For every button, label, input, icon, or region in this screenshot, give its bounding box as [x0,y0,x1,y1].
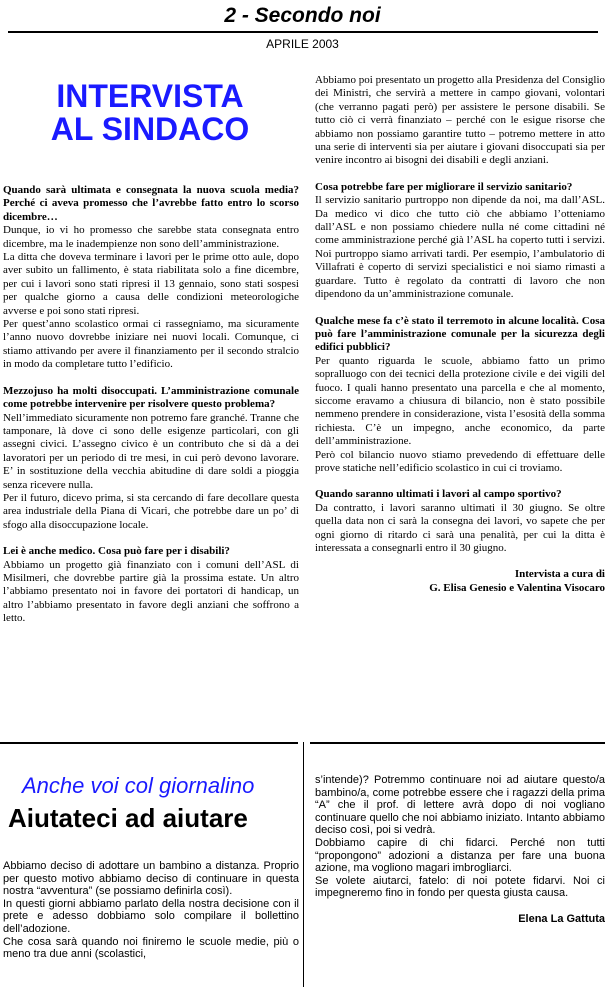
column-divider [303,742,304,987]
paragraph-spacer [3,532,299,545]
interview-title-line2: AL SINDACO [50,111,250,147]
article-paragraph: Da contratto, i lavori saranno ultimati il 30 giugno. Se oltre quella data non ci sarà la consegna dei lavori, vo sapete che per ogni giorno di ritardo ci sarà una penalità, per cui la ditta è interessata a consegnarli entro il 30 giugno. [315,501,605,554]
article-paragraph: Abbiamo un progetto già finanziato con i comuni dell’ASL di Misilmeri, che dovrebbe partire già la prossima estate. Un altro l’abbiamo presentato noi in favore dei portatori di handicap, un altro l’abbiamo presentato in favore degli anziani che soffrono a letto. [3,558,299,625]
article-paragraph: Se volete aiutarci, fatelo: di noi potete fidarvi. Noi ci impegneremo fino in fondo per questa giusta causa. [315,874,605,900]
article-paragraph: Abbiamo poi presentato un progetto alla Presidenza del Consiglio dei Ministri, che servirà a mettere in campo giovani, volontari (che verranno pagati però) per assistere le persone disabili. Se tutto ciò ci verrà finanziato – perché con le esigue risorse che abbiamo non possiamo garantire tutto – potremo mettere in atto una serie di interventi sia per aiutare i giovani disoccupati sia per venire incontro ai bisogni dei disabili e degli anziani. [315,74,605,167]
interview-question: Qualche mese fa c’è stato il terremoto in alcune località. Cosa può fare l’amministrazione comunale per la sicurezza degli edifici pubblici? [315,314,605,354]
article-signoff: Elena La Gattuta [518,912,605,925]
article-paragraph: Per quanto riguarda le scuole, abbiamo fatto un primo sopralluogo con dei tecnici della protezione civile e dei vigili del fuoco. I quali hanno presentato una parcella e che al momento, siccome eravamo a chiusura di bilancio, non è stato possibile nemmeno prendere in considerazione, vista l’esosità della somma richiesta. C’è un impegno, anche economico, da parte dell’amministrazione. [315,354,605,448]
interview-column-2 [315,74,605,595]
giornalino-column-1 [3,860,299,961]
interview-question: Mezzojuso ha molti disoccupati. L’amministrazione comunale come potrebbe intervenire per risolvere questo problema? [3,384,299,411]
page-header-title: 2 - Secondo noi [224,4,381,27]
article-paragraph: In questi giorni abbiamo parlato della nostra decisione con il prete e adesso dobbiamo solo compilare il bollettino dell’adozione. [3,897,299,935]
page-header-date: APRILE 2003 [266,37,339,51]
paragraph-spacer [315,168,605,181]
giornalino-title-line1: Anche voi col giornalino [22,773,255,798]
article-paragraph: Che cosa sarà quando noi finiremo le scuole medie, più o meno tra due anni (scolastici, [3,935,299,961]
interview-question: Lei è anche medico. Cosa può fare per i disabili? [3,545,230,558]
interview-question: Cosa potrebbe fare per migliorare il servizio sanitario? [315,180,573,193]
paragraph-spacer [315,475,605,488]
article-paragraph: Abbiamo deciso di adottare un bambino a distanza. Proprio per questo motivo abbiamo deciso di continuare in questa nostra “avventura” (se possiamo definirla così). [3,860,299,898]
paragraph-spacer [315,302,605,315]
article-paragraph: Il servizio sanitario purtroppo non dipende da noi, ma dall’ASL. Da medico vi dico che tutto ciò che abbiamo l’otteniamo dall’ASL e non possiamo chiedere nulla né come cittadini né come amministrazione perché già l’ASL ha coperto tutti i servizi. Noi purtroppo siamo arrivati tardi. Per esempio, l’ambulatorio di Villafrati è coperto di servizi specialistici e noi siamo rimasti a guardare. Tutto è regolato da contratti di lavoro che non dipendono da un’amministrazione comunale. [315,194,605,301]
paragraph-spacer [3,372,299,385]
article-paragraph: La ditta che doveva terminare i lavori per le prime otto aule, dopo aver subito un fallimento, è stata riabilitata solo a fine dicembre, per cui i lavori sono stati ripresi il 13 gennaio, sono stati sospesi per qualche giorno a causa delle condizioni meteorologiche avverse e poi sono stati ripresi. [3,251,299,317]
section-divider-right [310,742,605,744]
article-paragraph: Nell’immediato sicuramente non potremo fare granché. Tranne che tamponare, là dove ci sono delle esigenze particolari, con gli assegni civici. L’assegno civico è un contributo che si dà a dei lavoratori per un periodo di tre mesi, in cui però devono lavorare. E’ in sostituzione della vecchia abitudine di dare soldi a pioggia senza ricevere nulla. [3,411,299,491]
interview-column-1 [3,184,299,626]
article-signoff: G. Elisa Genesio e Valentina Visocaro [429,581,605,594]
paragraph-spacer [315,900,605,913]
section-divider-left [0,742,298,744]
article-paragraph: Per il futuro, dicevo prima, si sta cercando di fare decollare questa area industriale della Piana di Vicari, che potrebbe dare un po’ di sfogo alla disoccupazione locale. [3,491,299,531]
interview-title [20,80,280,146]
article-paragraph: s’intende)? Potremmo continuare noi ad aiutare questo/a bambino/a, come potrebbe essere che i ragazzi della prima “A” che il prof. di lettere avrà dopo di noi vogliano continuare quello che noi abbiamo iniziato. Intanto abbiamo deciso così, poi si vedrà. [315,774,605,837]
interview-question: Quando saranno ultimati i lavori al campo sportivo? [315,488,562,501]
article-signoff: Intervista a cura di [514,568,605,581]
article-paragraph: Dunque, io vi ho promesso che sarebbe stata consegnata entro dicembre, ma le inadempienze non sono dell’amministrazione. [3,224,299,250]
article-paragraph: Per quest’anno scolastico ormai ci rassegniamo, ma sicuramente l’anno nuovo dovrebbe iniziare nei nuovi locali. Comunque, ci stiamo attivando per avere il finanziamento per il secondo stralcio in modo da completare tutto l’edificio. [3,318,299,371]
header-rule [8,31,598,33]
giornalino-column-2 [315,774,605,926]
article-paragraph: Però col bilancio nuovo stiamo prevedendo di effettuare delle prove statiche nell’edificio scolastico in cui ci troviamo. [315,448,605,474]
article-paragraph: Dobbiamo capire di chi fidarci. Perché non tutti “propongono” adozioni a distanza per fare una buona azione, ma vogliono magari imbrogliarci. [315,836,605,875]
paragraph-spacer [315,555,605,568]
interview-title-line1: INTERVISTA [56,78,244,114]
interview-question: Quando sarà ultimata e consegnata la nuova scuola media? Perché ci aveva promesso che l’avrebbe fatto entro lo scorso dicembre… [3,184,299,223]
giornalino-title-line2: Aiutateci ad aiutare [8,803,248,833]
